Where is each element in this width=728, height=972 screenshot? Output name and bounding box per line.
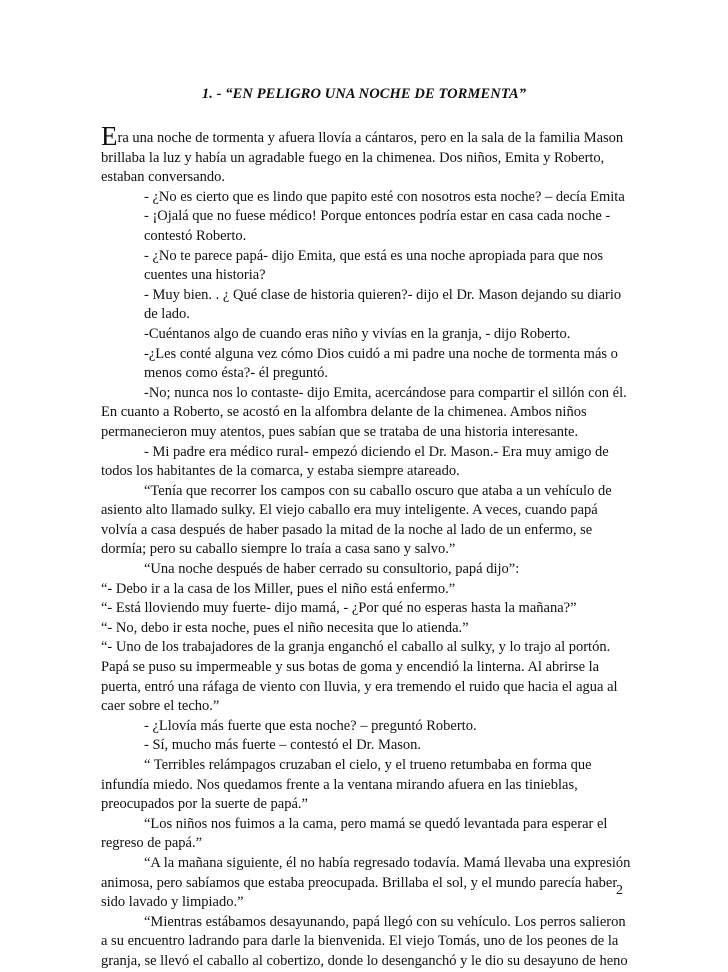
line-text: “- Está lloviendo muy fuerte- dijo mamá, - ¿Por qué no esperas hasta la mañana?” — [101, 600, 577, 617]
text-line — [101, 462, 631, 482]
line-text: animosa, pero sabíamos que estaba preocupada. Brillaba el sol, y el mundo parecía haber — [101, 874, 618, 891]
text-line — [101, 121, 631, 151]
text-line — [101, 247, 631, 267]
text-line — [101, 482, 631, 502]
text-line — [101, 188, 631, 208]
line-text: volvía a casa después de haber pasado la mitad de la noche al lado de un enfermo, se — [101, 521, 593, 538]
line-text: menos como ésta?- él preguntó. — [144, 365, 329, 382]
line-text: preocupados por la suerte de papá.” — [101, 796, 308, 813]
text-line — [101, 932, 631, 952]
line-text: - ¡Ojalá que no fuese médico! Porque entonces podría estar en casa cada noche - — [144, 208, 611, 225]
line-text: granja, se llevó el caballo al cobertizo, donde lo desenganchó y le dio su desayuno de heno — [101, 952, 628, 969]
text-line — [101, 952, 631, 972]
line-text: todos los habitantes de la comarca, y estaba siempre atareado. — [101, 463, 460, 480]
text-line — [101, 443, 631, 463]
text-line — [101, 325, 631, 345]
line-text: - ¿Llovía más fuerte que esta noche? – preguntó Roberto. — [144, 717, 477, 734]
text-line — [101, 403, 631, 423]
text-line — [101, 423, 631, 443]
line-text: dormía; pero su caballo siempre lo traía a casa sano y salvo.” — [101, 541, 456, 558]
text-line — [101, 874, 631, 894]
line-text: cuentes una historia? — [144, 267, 266, 284]
body-text — [101, 121, 631, 972]
text-line — [101, 913, 631, 933]
line-text: “- Debo ir a la casa de los Miller, pues el niño está enfermo.” — [101, 580, 456, 597]
text-line — [101, 345, 631, 365]
line-text: sido lavado y limpiado.” — [101, 894, 244, 911]
line-text: -No; nunca nos lo contaste- dijo Emita, acercándose para compartir el sillón con él. — [144, 384, 627, 401]
text-line — [101, 756, 631, 776]
text-line — [101, 619, 631, 639]
line-text: “A la mañana siguiente, él no había regresado todavía. Mamá llevaba una expresión — [144, 854, 631, 871]
text-line — [101, 207, 631, 227]
line-text: “Tenía que recorrer los campos con su caballo oscuro que ataba a un vehículo de — [144, 482, 612, 499]
text-line — [101, 305, 631, 325]
line-text: “ Terribles relámpagos cruzaban el cielo, y el trueno retumbaba en forma que — [144, 757, 592, 773]
line-text: “- Uno de los trabajadores de la granja enganchó el caballo al sulky, y lo trajo al portón. — [101, 639, 611, 656]
line-text: - Muy bien. . ¿ Qué clase de historia quieren?- dijo el Dr. Mason dejando su diario — [144, 286, 622, 303]
line-text: a su encuentro ladrando para darle la bienvenida. El viejo Tomás, uno de los peones de la — [101, 933, 619, 950]
line-text: - Sí, mucho más fuerte – contestó el Dr. Mason. — [144, 737, 422, 754]
text-line — [101, 795, 631, 815]
text-line — [101, 638, 631, 658]
text-line — [101, 815, 631, 835]
text-line — [101, 776, 631, 796]
line-text: asiento alto llamado sulky. El viejo caballo era muy inteligente. A veces, cuando papá — [101, 502, 598, 519]
line-text: Papá se puso su impermeable y sus botas de goma y encendió la linterna. Al abrirse la — [101, 659, 600, 676]
text-line — [101, 149, 631, 169]
line-text: En cuanto a Roberto, se acostó en la alfombra delante de la chimenea. Ambos niños — [101, 404, 587, 421]
text-line — [101, 697, 631, 717]
text-line — [101, 364, 631, 384]
text-line — [101, 893, 631, 913]
line-text: - ¿No te parece papá- dijo Emita, que está es una noche apropiada para que nos — [144, 247, 603, 264]
text-line — [101, 286, 631, 306]
text-line — [101, 560, 631, 580]
text-line — [101, 501, 631, 521]
line-text: ra una noche de tormenta y afuera llovía a cántaros, pero en la sala de la familia Mason — [117, 130, 624, 146]
page-title: 1. - “EN PELIGRO UNA NOCHE DE TORMENTA” — [201, 86, 527, 102]
text-line — [101, 599, 631, 619]
text-line — [101, 834, 631, 854]
text-line — [101, 168, 631, 188]
line-text: regreso de papá.” — [101, 835, 203, 852]
text-line — [101, 227, 631, 247]
line-text: de lado. — [144, 306, 190, 323]
line-text: puerta, entró una ráfaga de viento con lluvia, y era tremendo el ruido que hacia el agua al — [101, 678, 618, 695]
line-text: permanecieron muy atentos, pues sabían que se trataba de una historia interesante. — [101, 423, 579, 440]
text-line — [101, 736, 631, 756]
line-text: infundía miedo. Nos quedamos frente a la ventana mirando afuera en las tinieblas, — [101, 776, 578, 793]
line-text: - Mi padre era médico rural- empezó diciendo el Dr. Mason.- Era muy amigo de — [144, 443, 609, 460]
drop-cap: E — [101, 121, 118, 151]
page-number: 2 — [616, 883, 623, 898]
text-line — [101, 717, 631, 737]
line-text: “Mientras estábamos desayunando, papá llegó con su vehículo. Los perros salieron — [144, 913, 626, 930]
text-line — [101, 384, 631, 404]
text-line — [101, 521, 631, 541]
line-text: - ¿No es cierto que es lindo que papito esté con nosotros esta noche? – decía Emita — [144, 188, 625, 205]
text-line — [101, 854, 631, 874]
line-text: -Cuéntanos algo de cuando eras niño y vivías en la granja, - dijo Roberto. — [144, 325, 571, 342]
text-line — [101, 266, 631, 286]
line-text: caer sobre el techo.” — [101, 698, 220, 715]
text-line — [101, 580, 631, 600]
text-line — [101, 678, 631, 698]
line-text: “- No, debo ir esta noche, pues el niño necesita que lo atienda.” — [101, 619, 469, 636]
line-text: contestó Roberto. — [144, 227, 247, 244]
line-text: “Los niños nos fuimos a la cama, pero mamá se quedó levantada para esperar el — [144, 815, 608, 832]
line-text: brillaba la luz y había un agradable fuego en la chimenea. Dos niños, Emita y Roberto, — [101, 149, 605, 166]
line-text: “Una noche después de haber cerrado su consultorio, papá dijo”: — [144, 561, 520, 578]
text-line — [101, 540, 631, 560]
text-line — [101, 658, 631, 678]
line-text: estaban conversando. — [101, 169, 226, 186]
line-text: -¿Les conté alguna vez cómo Dios cuidó a mi padre una noche de tormenta más o — [144, 345, 618, 362]
